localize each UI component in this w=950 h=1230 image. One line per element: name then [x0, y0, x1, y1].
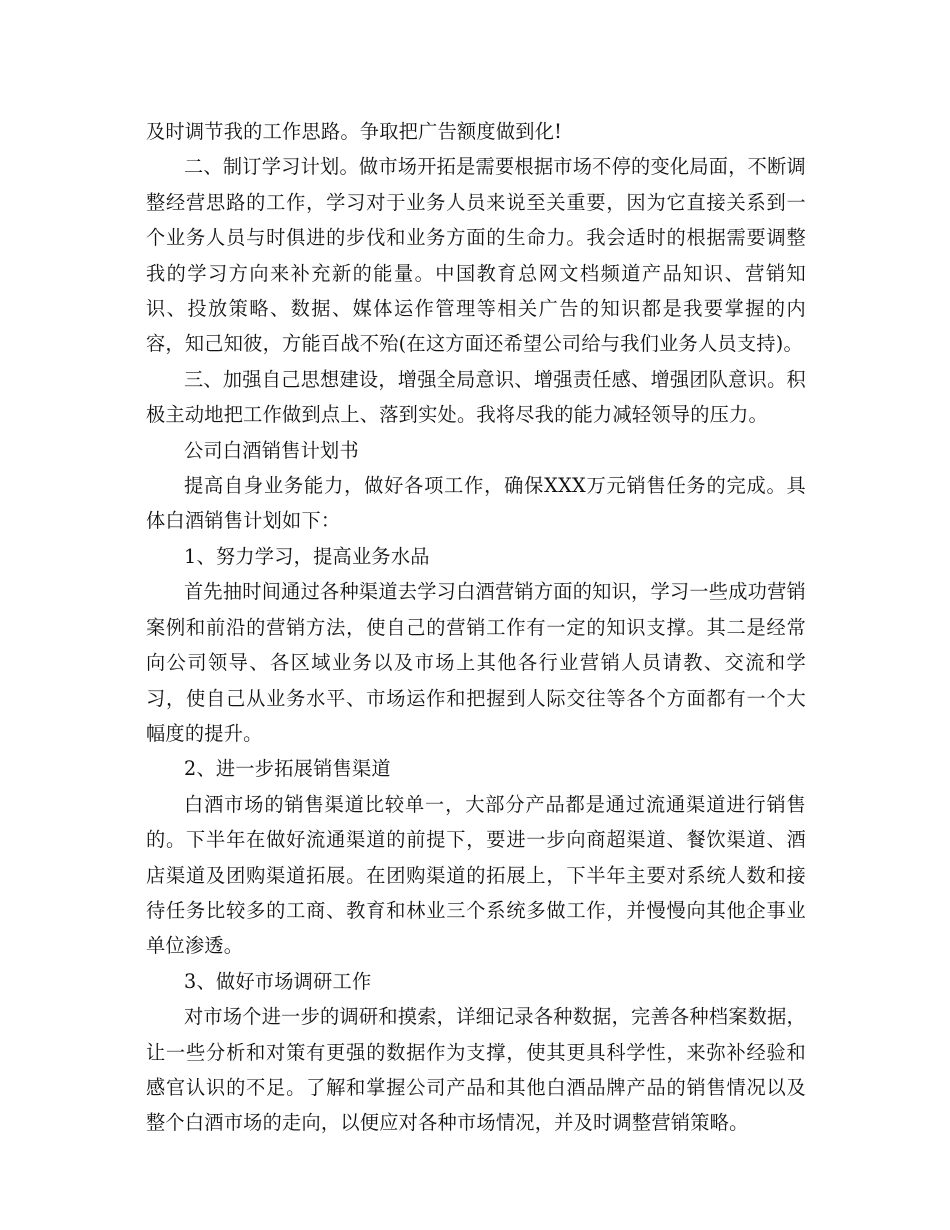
paragraph-continuation: 及时调节我的工作思路。争取把广告额度做到化! [146, 120, 563, 143]
paragraph-item-1: 首先抽时间通过各种渠道去学习白酒营销方面的知识，学习一些成功营销案例和前沿的营销方法，使自己的营销工作有一定的知识支撑。其二是经常向公司领导、各区域业务以及市场上其他各行业营销人员请教、交流和学习，使自己从业务水平、市场运作和把握到人际交往等各个方面都有一个大幅度的提升。 [146, 580, 806, 745]
paragraph-study-plan: 二、制订学习计划。做市场开拓是需要根据市场不停的变化局面，不断调整经营思路的工作，学习对于业务人员来说至关重要，因为它直接关系到一个业务人员与时俱进的步伐和业务方面的生命力。我会适时的根据需要调整我的学习方向来补充新的能量。中国教育总网文档频道产品知识、营销知识、投放策略、数据、媒体运作管理等相关广告的知识都是我要掌握的内容，知己知彼，方能百战不殆(在这方面还希望公司给与我们业务人员支持)。 [146, 155, 806, 356]
heading-item-1: 1、努力学习，提高业务水品 [184, 544, 430, 568]
document-page [146, 114, 806, 1141]
paragraph-item-3: 对市场个进一步的调研和摸索，详细记录各种数据，完善各种档案数据，让一些分析和对策有更强的数据作为支撑，使其更具科学性，来弥补经验和感官认识的不足。了解和掌握公司产品和其他白酒品牌产品的销售情况以及整个白酒市场的走向，以便应对各种市场情况，并及时调整营销策略。 [146, 1005, 806, 1135]
heading-item-3: 3、做好市场调研工作 [184, 969, 372, 993]
paragraph-item-2: 白酒市场的销售渠道比较单一，大部分产品都是通过流通渠道进行销售的。下半年在做好流通渠道的前提下，要进一步向商超渠道、餐饮渠道、酒店渠道及团购渠道拓展。在团购渠道的拓展上，下半年主要对系统人数和接待任务比较多的工商、教育和林业三个系统多做工作，并慢慢向其他企事业单位渗透。 [146, 792, 806, 958]
paragraph-sales-goal: 提高自身业务能力，做好各项工作，确保XXX万元销售任务的完成。具体白酒销售计划如下： [146, 474, 806, 533]
section-title-liquor-sales-plan: 公司白酒销售计划书 [184, 438, 359, 462]
heading-item-2: 2、进一步拓展销售渠道 [184, 757, 391, 781]
paragraph-self-development: 三、加强自己思想建设，增强全局意识、增强责任感、增强团队意识。积极主动地把工作做到点上、落到实处。我将尽我的能力减轻领导的压力。 [146, 367, 806, 427]
